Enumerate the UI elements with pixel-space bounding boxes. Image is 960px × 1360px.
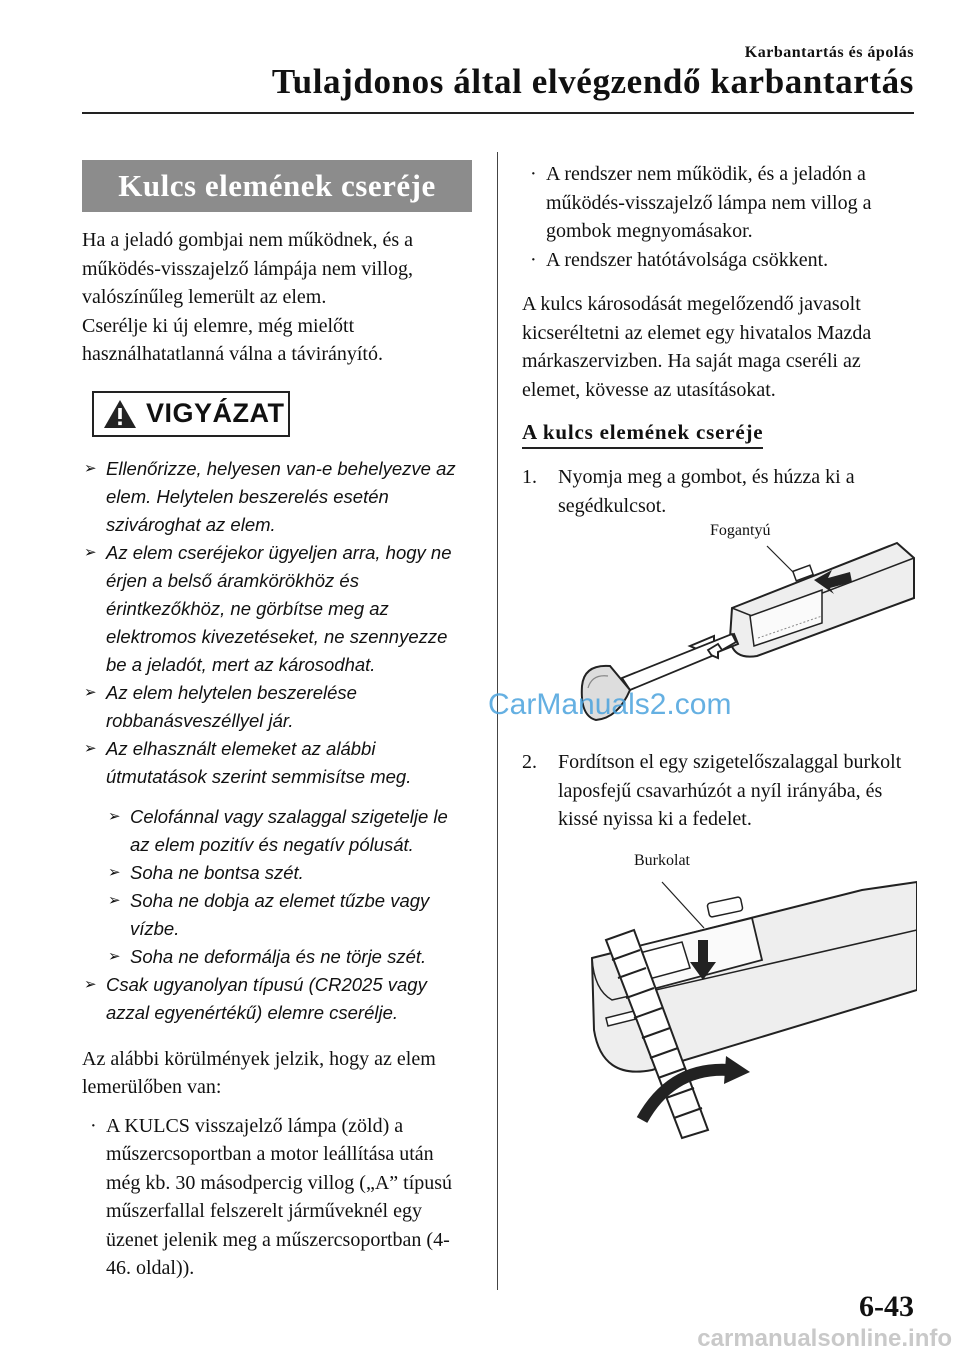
indicator-text: A KULCS visszajelző lámpa (zöld) a műszercsoportban a motor leállítása után még kb. 30 másodpercig villog („A” típusú műszerfallal felszerelt járműveknél egy üzenet jelenik meg a műszercsoportban (4-46. oldal)).	[106, 1114, 453, 1279]
caution-item	[82, 539, 472, 679]
sub-caution-item	[106, 803, 472, 859]
step-text: Nyomja meg a gombot, és húzza ki a segédkulcsot.	[558, 466, 855, 517]
caution-list	[82, 455, 472, 1027]
step-number: 1.	[522, 466, 537, 488]
figure-label-handle: Fogantyú	[710, 522, 771, 539]
watermark-carmanuals2: CarManuals2.com	[488, 688, 732, 721]
step-number: 2.	[522, 751, 537, 773]
header-rule	[82, 112, 914, 114]
step-1	[522, 463, 917, 520]
sub-caution-text: Celofánnal vagy szalaggal szigetelje le az elem pozitív és negatív pólusát.	[130, 805, 448, 855]
caution-text: Ellenőrizze, helyesen van-e behelyezve az elem. Helytelen beszerelés esetén szivároghat az elem.	[106, 457, 456, 535]
indicators-intro: Az alábbi körülmények jelzik, hogy az elem lemerülőben van:	[82, 1047, 436, 1098]
warning-triangle-icon	[102, 398, 138, 430]
arrow-bullet-icon: ➢	[108, 891, 121, 909]
cover-opening-illustration	[522, 870, 917, 1140]
indicator-item	[82, 1112, 472, 1283]
intro-paragraph: Ha a jeladó gombjai nem működnek, és a működés-visszajelző lámpája nem villog, valószínűleg lemerült az elem.	[82, 229, 414, 308]
section-banner	[82, 160, 472, 212]
caution-text: Csak ugyanolyan típusú (CR2025 vagy azzal egyenértékű) elemre cserélje.	[106, 973, 427, 1023]
caution-box	[92, 391, 290, 437]
indicator-text: A rendszer hatótávolsága csökkent.	[546, 248, 829, 271]
subheading: A kulcs elemének cseréje	[522, 420, 763, 449]
step-2	[522, 748, 917, 834]
caution-item	[82, 455, 472, 539]
sub-caution-item	[106, 887, 472, 943]
sub-caution-text: Soha ne bontsa szét.	[130, 861, 304, 883]
running-header-title: Tulajdonos által elvégzendő karbantartás	[271, 62, 914, 101]
arrow-bullet-icon: ➢	[84, 975, 97, 993]
bullet-dot-icon: ·	[90, 1114, 97, 1137]
caution-item	[82, 971, 472, 1027]
indicator-text: A rendszer nem működik, és a jeladón a működés-visszajelző lámpa nem villog a gombok megnyomásakor.	[546, 163, 872, 242]
indicator-item	[522, 246, 917, 275]
caution-item	[82, 679, 472, 735]
bullet-dot-icon: ·	[530, 248, 537, 271]
arrow-bullet-icon: ➢	[84, 739, 97, 757]
caution-text: Az elem cseréjekor ügyeljen arra, hogy ne érjen a belső áramkörökhöz és érintkezőkhöz, ne görbítse meg az elektromos kivezetéseket, ne szennyezze be a jeladót, mert az károsodhat.	[106, 541, 452, 675]
recommendation-paragraph: A kulcs károsodását megelőzendő javasolt kicseréltetni az elemet egy hivatalos Mazda márkaszervizben. Ha saját maga cseréli az elemet, kövesse az utasításokat.	[522, 293, 872, 401]
arrow-bullet-icon: ➢	[84, 543, 97, 561]
figure-open-cover	[522, 842, 917, 1122]
caution-text: Az elhasznált elemeket az alábbi útmutatások szerint semmisítse meg.	[106, 737, 412, 787]
caution-label: VIGYÁZAT	[146, 398, 285, 428]
sub-caution-text: Soha ne dobja az elemet tűzbe vagy vízbe.	[130, 889, 430, 939]
arrow-bullet-icon: ➢	[84, 459, 97, 477]
caution-text: Az elem helytelen beszerelése robbanásveszéllyel jár.	[106, 681, 357, 731]
caution-item	[82, 735, 472, 791]
sub-caution-text: Soha ne deformálja és ne törje szét.	[130, 945, 427, 967]
arrow-bullet-icon: ➢	[108, 863, 121, 881]
indicator-item	[522, 160, 917, 246]
figure-label-cover: Burkolat	[634, 851, 690, 869]
page-number: 6-43	[859, 1290, 914, 1323]
bullet-dot-icon: ·	[530, 163, 537, 185]
section-title: Kulcs elemének cseréje	[118, 168, 436, 203]
running-header-section: Karbantartás és ápolás	[744, 44, 914, 61]
right-column	[522, 160, 917, 1122]
sub-caution-item	[106, 943, 472, 971]
sub-caution-item	[106, 859, 472, 887]
arrow-bullet-icon: ➢	[108, 807, 121, 825]
step-text: Fordítson el egy szigetelőszalaggal burkolt laposfejű csavarhúzót a nyíl irányába, és kissé nyissa ki a fedelet.	[558, 751, 902, 830]
arrow-bullet-icon: ➢	[108, 947, 121, 965]
watermark-carmanualsonline: carmanualsonline.info	[697, 1325, 952, 1352]
intro-paragraph-2: Cserélje ki új elemre, még mielőtt használhatatlanná válna a távirányító.	[82, 314, 383, 365]
arrow-bullet-icon: ➢	[84, 683, 97, 701]
left-column	[82, 160, 472, 1283]
